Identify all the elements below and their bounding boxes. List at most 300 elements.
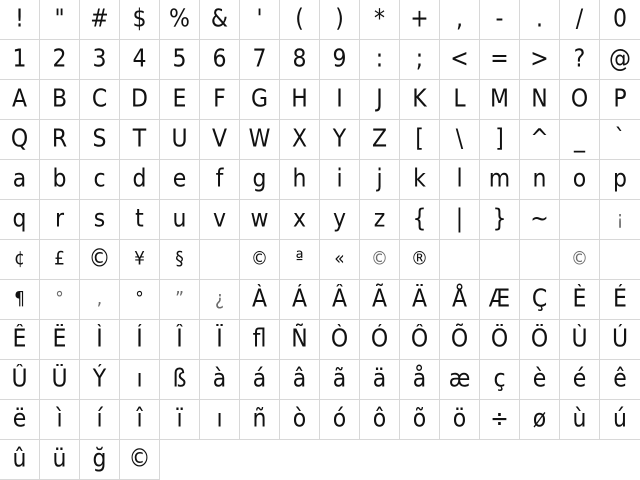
glyph: {	[412, 204, 427, 233]
glyph-cell[interactable]	[600, 320, 640, 360]
glyph-cell[interactable]	[200, 120, 240, 160]
glyph-cell[interactable]	[520, 200, 560, 240]
glyph-cell[interactable]	[600, 0, 640, 40]
glyph-cell[interactable]	[320, 120, 360, 160]
glyph-cell[interactable]	[480, 160, 520, 200]
glyph-cell[interactable]	[80, 320, 120, 360]
glyph-cell[interactable]	[120, 440, 160, 480]
glyph: Ý	[92, 364, 107, 393]
glyph: â	[292, 364, 307, 393]
glyph: ê	[613, 364, 627, 393]
glyph: t	[135, 204, 144, 233]
glyph: S	[92, 124, 107, 153]
glyph: c	[93, 164, 106, 193]
glyph-cell[interactable]	[40, 200, 80, 240]
glyph-cell[interactable]	[240, 160, 280, 200]
glyph: °	[135, 287, 144, 311]
glyph: w	[250, 204, 269, 233]
glyph-cell[interactable]	[280, 80, 320, 120]
glyph-cell[interactable]	[240, 360, 280, 400]
glyph-cell[interactable]	[80, 120, 120, 160]
glyph: Ò	[330, 324, 349, 353]
glyph: u	[172, 204, 187, 233]
glyph: Õ	[450, 324, 469, 353]
glyph-cell[interactable]	[560, 320, 600, 360]
glyph-cell[interactable]	[40, 80, 80, 120]
glyph-cell[interactable]	[240, 120, 280, 160]
glyph: F	[213, 84, 226, 113]
empty-cell	[200, 440, 240, 480]
glyph: [	[415, 124, 424, 153]
glyph: Ö	[530, 324, 549, 353]
glyph-cell[interactable]	[520, 0, 560, 40]
glyph-cell[interactable]	[320, 280, 360, 320]
glyph-cell[interactable]	[560, 0, 600, 40]
glyph: 7	[252, 44, 267, 73]
glyph: ©	[371, 247, 388, 271]
glyph-cell[interactable]	[560, 400, 600, 440]
glyph-cell[interactable]	[120, 400, 160, 440]
glyph-cell[interactable]	[440, 120, 480, 160]
glyph-cell[interactable]	[240, 400, 280, 440]
glyph: Q	[10, 124, 29, 153]
glyph-cell[interactable]	[40, 320, 80, 360]
glyph-cell[interactable]	[360, 240, 400, 280]
glyph: q	[12, 204, 27, 233]
glyph: A	[11, 84, 28, 113]
glyph: fl	[252, 324, 267, 353]
glyph-cell[interactable]	[80, 360, 120, 400]
glyph-cell[interactable]	[280, 160, 320, 200]
glyph-cell[interactable]	[160, 240, 200, 280]
glyph: ÷	[490, 404, 509, 433]
glyph-cell[interactable]	[440, 160, 480, 200]
glyph-cell[interactable]	[0, 320, 40, 360]
glyph-cell[interactable]	[280, 320, 320, 360]
glyph: ì	[56, 404, 63, 433]
glyph-cell[interactable]	[240, 40, 280, 80]
glyph: b	[52, 164, 67, 193]
glyph: û	[12, 444, 27, 473]
glyph: I	[336, 84, 343, 113]
glyph: Y	[332, 124, 347, 153]
glyph: ;	[415, 44, 424, 73]
glyph-cell[interactable]	[200, 200, 240, 240]
glyph: ğ	[92, 444, 107, 473]
glyph: L	[453, 84, 466, 113]
glyph-cell[interactable]	[600, 80, 640, 120]
glyph-cell[interactable]	[320, 40, 360, 80]
glyph-cell[interactable]	[440, 360, 480, 400]
glyph-cell[interactable]	[0, 200, 40, 240]
glyph: }	[492, 204, 507, 233]
glyph-cell[interactable]	[160, 280, 200, 320]
glyph-cell[interactable]	[480, 200, 520, 240]
glyph: 4	[132, 44, 147, 73]
glyph: Ù	[571, 324, 588, 353]
glyph-cell[interactable]	[160, 0, 200, 40]
glyph: ©	[88, 244, 111, 273]
glyph-cell[interactable]	[160, 120, 200, 160]
glyph-cell[interactable]	[0, 240, 40, 280]
glyph-cell[interactable]	[400, 40, 440, 80]
glyph-cell[interactable]	[80, 80, 120, 120]
glyph: Ñ	[291, 324, 308, 353]
glyph: o	[572, 164, 587, 193]
glyph-cell[interactable]	[280, 360, 320, 400]
glyph-cell[interactable]	[0, 440, 40, 480]
glyph-cell[interactable]	[240, 200, 280, 240]
glyph: è	[532, 364, 547, 393]
glyph-cell[interactable]	[480, 80, 520, 120]
glyph: ç	[493, 364, 506, 393]
glyph: ©	[128, 444, 151, 473]
glyph-cell[interactable]	[560, 40, 600, 80]
glyph-cell[interactable]	[360, 200, 400, 240]
glyph-cell[interactable]	[520, 280, 560, 320]
glyph-cell[interactable]	[40, 120, 80, 160]
glyph: K	[412, 84, 427, 113]
glyph-cell[interactable]	[320, 240, 360, 280]
glyph-cell[interactable]	[160, 320, 200, 360]
glyph-cell[interactable]	[560, 120, 600, 160]
glyph-cell[interactable]	[80, 280, 120, 320]
glyph-cell[interactable]	[80, 0, 120, 40]
glyph: ó	[332, 404, 347, 433]
glyph-cell[interactable]	[240, 280, 280, 320]
glyph-cell[interactable]	[400, 400, 440, 440]
glyph: «	[334, 247, 345, 271]
glyph-cell[interactable]	[40, 280, 80, 320]
glyph: |	[455, 204, 464, 233]
glyph: ¥	[134, 247, 145, 271]
glyph: R	[51, 124, 68, 153]
glyph-cell[interactable]	[360, 360, 400, 400]
glyph: ¿	[214, 287, 225, 311]
glyph-cell[interactable]	[80, 40, 120, 80]
glyph-cell[interactable]	[440, 40, 480, 80]
glyph-cell[interactable]	[240, 0, 280, 40]
glyph: f	[215, 164, 224, 193]
glyph-cell[interactable]	[280, 240, 320, 280]
glyph-cell[interactable]	[40, 0, 80, 40]
glyph: §	[175, 247, 184, 271]
glyph-cell[interactable]	[520, 40, 560, 80]
glyph-cell[interactable]	[520, 320, 560, 360]
glyph-cell[interactable]	[600, 400, 640, 440]
glyph: °	[55, 287, 64, 311]
glyph-cell[interactable]	[600, 360, 640, 400]
glyph-cell[interactable]	[560, 280, 600, 320]
glyph-cell[interactable]	[0, 400, 40, 440]
glyph: ©	[251, 247, 268, 271]
glyph: Â	[331, 284, 348, 313]
glyph: C	[91, 84, 108, 113]
glyph: å	[412, 364, 427, 393]
glyph-cell[interactable]	[240, 320, 280, 360]
glyph-cell[interactable]	[400, 0, 440, 40]
glyph-cell[interactable]	[120, 200, 160, 240]
glyph: Æ	[488, 284, 511, 313]
glyph-cell[interactable]	[40, 400, 80, 440]
glyph-cell[interactable]	[360, 400, 400, 440]
glyph: ı	[216, 404, 223, 433]
glyph-cell[interactable]	[40, 440, 80, 480]
glyph-cell[interactable]	[280, 400, 320, 440]
glyph: Ú	[611, 324, 629, 353]
glyph-cell[interactable]	[40, 240, 80, 280]
glyph: ñ	[252, 404, 267, 433]
glyph-cell[interactable]	[360, 320, 400, 360]
glyph: (	[295, 4, 304, 33]
glyph-cell[interactable]	[480, 0, 520, 40]
glyph-cell[interactable]	[520, 240, 560, 280]
glyph-cell[interactable]	[0, 160, 40, 200]
glyph-cell[interactable]	[520, 120, 560, 160]
glyph: "	[54, 4, 65, 33]
glyph-cell[interactable]	[200, 280, 240, 320]
glyph-cell[interactable]	[280, 120, 320, 160]
glyph: a	[12, 164, 27, 193]
glyph: @	[609, 44, 631, 73]
glyph: ï	[176, 404, 183, 433]
glyph-cell[interactable]	[400, 160, 440, 200]
glyph: ¶	[14, 287, 25, 311]
glyph: æ	[448, 364, 471, 393]
glyph-cell[interactable]	[560, 200, 600, 240]
glyph-cell[interactable]	[320, 200, 360, 240]
glyph-cell[interactable]	[440, 400, 480, 440]
glyph: õ	[412, 404, 427, 433]
glyph-cell[interactable]	[440, 200, 480, 240]
glyph: ä	[372, 364, 387, 393]
glyph-cell[interactable]	[120, 40, 160, 80]
glyph: /	[575, 4, 584, 33]
glyph-cell[interactable]	[320, 80, 360, 120]
glyph-cell[interactable]	[80, 200, 120, 240]
glyph: h	[292, 164, 307, 193]
glyph-cell[interactable]	[600, 120, 640, 160]
glyph-cell[interactable]	[400, 120, 440, 160]
glyph-cell[interactable]	[40, 40, 80, 80]
glyph: ~	[530, 204, 549, 233]
glyph: #	[90, 4, 109, 33]
glyph: Ê	[12, 324, 27, 353]
glyph-cell[interactable]	[200, 400, 240, 440]
glyph-cell[interactable]	[600, 200, 640, 240]
glyph-cell[interactable]	[600, 40, 640, 80]
glyph-cell[interactable]	[360, 40, 400, 80]
glyph: r	[54, 204, 65, 233]
glyph-cell[interactable]	[240, 240, 280, 280]
glyph-cell[interactable]	[400, 320, 440, 360]
glyph-cell[interactable]	[480, 360, 520, 400]
glyph-cell[interactable]	[120, 80, 160, 120]
glyph-cell[interactable]	[600, 240, 640, 280]
glyph-cell[interactable]	[280, 280, 320, 320]
glyph-cell[interactable]	[360, 280, 400, 320]
glyph-cell[interactable]	[360, 160, 400, 200]
glyph-cell[interactable]	[520, 80, 560, 120]
glyph: 0	[613, 4, 627, 33]
glyph-cell[interactable]	[200, 0, 240, 40]
glyph: ®	[411, 247, 428, 271]
glyph-cell[interactable]	[440, 280, 480, 320]
glyph-cell[interactable]	[120, 280, 160, 320]
glyph-cell[interactable]	[320, 160, 360, 200]
glyph-cell[interactable]	[560, 160, 600, 200]
glyph-cell[interactable]	[480, 320, 520, 360]
glyph-cell[interactable]	[600, 280, 640, 320]
glyph-cell[interactable]	[320, 360, 360, 400]
glyph: W	[248, 124, 271, 153]
glyph: *	[374, 4, 385, 33]
glyph: E	[172, 84, 187, 113]
glyph-cell[interactable]	[40, 360, 80, 400]
glyph-cell[interactable]	[400, 80, 440, 120]
glyph-cell[interactable]	[560, 360, 600, 400]
glyph-cell[interactable]	[360, 0, 400, 40]
glyph-cell[interactable]	[480, 280, 520, 320]
glyph: J	[376, 84, 383, 113]
glyph-cell[interactable]	[120, 160, 160, 200]
glyph-cell[interactable]	[120, 240, 160, 280]
glyph-cell[interactable]	[200, 360, 240, 400]
glyph-cell[interactable]	[80, 400, 120, 440]
glyph: Ì	[96, 324, 103, 353]
glyph-cell[interactable]	[400, 240, 440, 280]
glyph-cell[interactable]	[440, 80, 480, 120]
glyph: Å	[451, 284, 468, 313]
glyph-cell[interactable]	[360, 80, 400, 120]
glyph-cell[interactable]	[400, 360, 440, 400]
glyph-cell[interactable]	[320, 320, 360, 360]
glyph: 2	[52, 44, 67, 73]
glyph: 9	[332, 44, 347, 73]
glyph: Ô	[410, 324, 429, 353]
glyph-cell[interactable]	[440, 240, 480, 280]
glyph: &	[210, 4, 229, 33]
glyph-cell[interactable]	[200, 80, 240, 120]
glyph-cell[interactable]	[80, 440, 120, 480]
glyph-cell[interactable]	[160, 80, 200, 120]
empty-cell	[480, 440, 520, 480]
glyph-cell[interactable]	[280, 40, 320, 80]
glyph-cell[interactable]	[480, 120, 520, 160]
glyph: ª	[295, 247, 304, 271]
glyph: £	[54, 247, 65, 271]
glyph: i	[336, 164, 343, 193]
empty-cell	[560, 440, 600, 480]
glyph-cell[interactable]	[480, 40, 520, 80]
glyph: Ä	[411, 284, 428, 313]
glyph-cell[interactable]	[320, 0, 360, 40]
glyph-cell[interactable]	[120, 120, 160, 160]
glyph-cell[interactable]	[200, 160, 240, 200]
glyph: 5	[172, 44, 187, 73]
glyph-cell[interactable]	[240, 80, 280, 120]
glyph: y	[332, 204, 347, 233]
glyph: É	[613, 284, 627, 313]
glyph-cell[interactable]	[0, 280, 40, 320]
glyph: z	[373, 204, 386, 233]
glyph: e	[172, 164, 187, 193]
glyph-cell[interactable]	[160, 40, 200, 80]
glyph: À	[251, 284, 268, 313]
glyph: >	[530, 44, 549, 73]
glyph-cell[interactable]	[0, 120, 40, 160]
glyph: U	[171, 124, 188, 153]
glyph-cell[interactable]	[0, 360, 40, 400]
glyph-cell[interactable]	[440, 320, 480, 360]
glyph: ô	[372, 404, 387, 433]
empty-cell	[320, 440, 360, 480]
glyph-cell[interactable]	[160, 200, 200, 240]
glyph-cell[interactable]	[520, 160, 560, 200]
glyph-cell[interactable]	[80, 240, 120, 280]
glyph-cell[interactable]	[0, 80, 40, 120]
glyph: !	[15, 4, 24, 33]
glyph-cell[interactable]	[0, 40, 40, 80]
glyph-cell[interactable]	[560, 240, 600, 280]
glyph-cell[interactable]	[520, 400, 560, 440]
glyph-cell[interactable]	[200, 40, 240, 80]
glyph-cell[interactable]	[400, 200, 440, 240]
glyph-cell[interactable]	[400, 280, 440, 320]
glyph: G	[250, 84, 269, 113]
glyph: Ï	[216, 324, 223, 353]
glyph: ã	[332, 364, 347, 393]
glyph: s	[93, 204, 106, 233]
glyph: ò	[292, 404, 307, 433]
glyph-cell[interactable]	[320, 400, 360, 440]
glyph-cell[interactable]	[480, 400, 520, 440]
glyph: $	[132, 4, 147, 33]
glyph-cell[interactable]	[200, 320, 240, 360]
glyph-cell[interactable]	[200, 240, 240, 280]
glyph-cell[interactable]	[360, 120, 400, 160]
glyph: Ë	[52, 324, 67, 353]
glyph: î	[136, 404, 143, 433]
glyph: Ö	[490, 324, 509, 353]
glyph: Ü	[51, 364, 68, 393]
glyph: g	[252, 164, 267, 193]
glyph-cell[interactable]	[0, 0, 40, 40]
glyph: .	[536, 4, 543, 33]
glyph-cell[interactable]	[280, 0, 320, 40]
glyph-cell[interactable]	[120, 360, 160, 400]
glyph: O	[570, 84, 589, 113]
glyph: Û	[11, 364, 28, 393]
glyph: Z	[371, 124, 388, 153]
glyph-cell[interactable]	[480, 240, 520, 280]
glyph-cell[interactable]	[520, 360, 560, 400]
glyph-cell[interactable]	[80, 160, 120, 200]
glyph-cell[interactable]	[280, 200, 320, 240]
glyph-cell[interactable]	[560, 80, 600, 120]
glyph: ¡	[616, 207, 624, 231]
glyph: P	[613, 84, 627, 113]
glyph-cell[interactable]	[40, 160, 80, 200]
glyph-cell[interactable]	[120, 320, 160, 360]
glyph-cell[interactable]	[160, 400, 200, 440]
glyph-cell[interactable]	[600, 160, 640, 200]
glyph: \	[455, 124, 464, 153]
glyph-cell[interactable]	[160, 360, 200, 400]
glyph-cell[interactable]	[160, 160, 200, 200]
glyph-cell[interactable]	[120, 0, 160, 40]
glyph-cell[interactable]	[440, 0, 480, 40]
